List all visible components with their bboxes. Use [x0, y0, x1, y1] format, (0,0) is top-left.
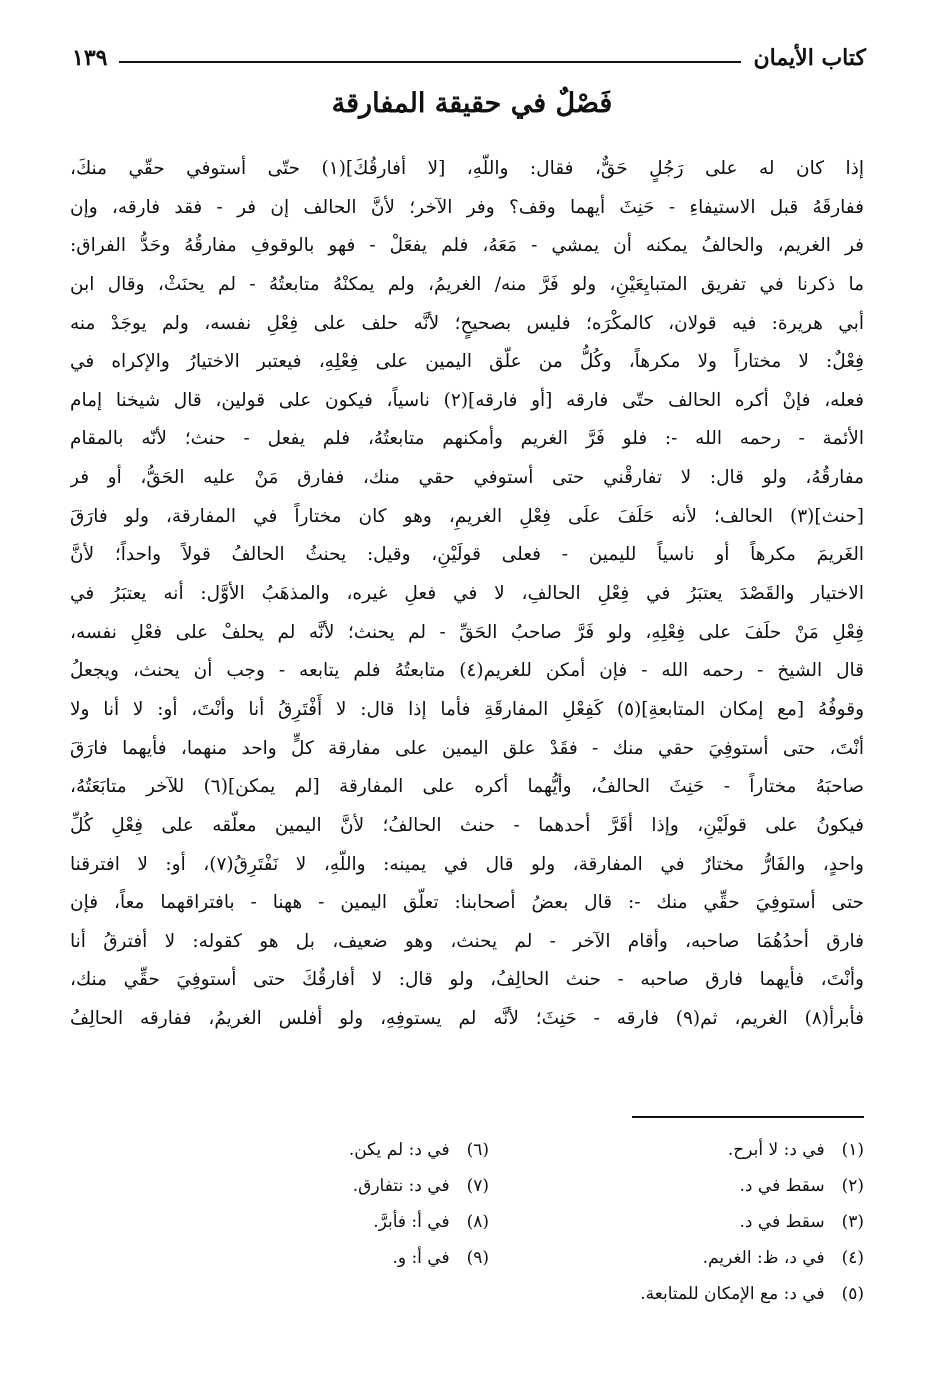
body-line: أنْتَ، حتى أستوفِيَ حقي منك - فقَدْ علق اليمين على مفارقة كلٍّ واحد منهما، فأيهما فارَقَ [70, 737, 864, 759]
body-line: الاختيار والقَصْدَ يعتبَرُ في فِعْلِ الحالفِ، لا في فعلِ غيره، والمذهَبُ الأوَّل: أنه يعتبَرُ في [70, 583, 864, 605]
body-line: [حنث](٣) الحالف؛ لأنه حَلَفَ علَى فِعْلِ الغريمِ، وهو كان مختاراً في المفارقة، ولو فارَقَ [70, 505, 864, 527]
footnote-text: في د: مع الإمكان للمتابعة. [640, 1284, 825, 1304]
body-line: ففارقَهُ قبل الاستيفاءِ - حَنِثَ أيهما وقف؟ وفر الآخر؛ لأنَّ الحالف إن فر - فقد فارقه، وإن [70, 196, 864, 218]
footnote-8 [159, 1204, 489, 1240]
body-line: فأبرأ(٨) الغريم، ثم(٩) فارقه - حَنِثَ؛ لأنَّه لم يستوفِهِ، ولو أفلس الغريمُ، ففارقه الحالِفُ [70, 1008, 864, 1030]
body-line: حتى أستوفِيَ حقِّي منك -: قال بعضُ أصحابنا: تعلّق اليمين - ههنا - بافتراقهما معاً، فإن [70, 892, 864, 914]
footnote-separator [632, 1116, 864, 1118]
footnote-4 [534, 1240, 864, 1276]
body-line: فِعْلِ مَنْ حلَفَ على فِعْلِهِ، ولو فَرَّ صاحبُ الحَقِّ - لم يحنث؛ لأنَّه لم يحلفْ على فعْلِ نفسه، [70, 621, 864, 643]
footnote-text: في أ: فأبرَّ. [373, 1212, 450, 1232]
footnote-7 [159, 1168, 489, 1204]
footnote-number: (٦) [466, 1140, 489, 1160]
book-title: كتاب الأيمان [753, 45, 866, 71]
footnote-2 [534, 1168, 864, 1204]
body-line: وأنْتَ، فأيهما فارق صاحبه - حنث الحالِفُ، ولو قال: لا أفارقُكَ حتى أستوفِيَ حقِّي منك، [70, 969, 864, 991]
running-header [72, 38, 866, 78]
body-line: الأئمة - رحمه الله -: فلو فَرَّ الغريم وأمكنهم متابعتُهُ، فلم يفعل - حنث؛ لأنّه بالمقام [70, 428, 864, 450]
footnote-number: (٨) [466, 1212, 489, 1232]
footnote-text: في د: نتفارق. [352, 1176, 450, 1196]
footnote-text: في د: لم يكن. [348, 1140, 450, 1160]
body-line: واحدٍ، والفَارُّ مختارٌ في المفارقة، ولو قال في يمينه: واللّهِ، لا نَفْتَرِقُ(٧)، أو: لا افترقنا [70, 853, 864, 875]
body-line: فيكونُ على قولَيْنِ، وإذا أقَرَّ أحدهما - حنث الحالفُ؛ لأنَّ اليمين معلّقه على فِعْلِ كُلِّ [70, 814, 864, 836]
header-rule [119, 61, 741, 63]
footnote-number: (٣) [841, 1212, 864, 1232]
footnote-number: (١) [841, 1140, 864, 1160]
footnote-3 [534, 1204, 864, 1240]
footnote-text: في د: لا أبرح. [727, 1140, 825, 1160]
body-line: صاحبَهُ مختاراً - حَنِثَ الحالفُ، وأيُّهما أكره على المفارقة [لم يمكن](٦) للآخر متابَعَتُهُ، [70, 776, 864, 798]
body-line: الغَريمَ مكرهاً أو ناسياً لليمين - فعلى قولَيْنِ، وقيل: يحنثُ الحالفُ قولاً واحداً؛ لأنَّ [70, 544, 864, 566]
footnote-number: (٥) [841, 1284, 864, 1304]
footnote-5 [534, 1276, 864, 1312]
body-line: وقوفُهُ [مع إمكان المتابعةِ](٥) كَفِعْلِ المفارقَةِ فأما إذا قال: لا أَفْتَرِقُ أنا وأنْتَ، أو: لا أنا ولا [70, 698, 864, 720]
body-line: مفارقُهُ، ولو قال: لا تفارقْني حتى أستوفي حقي منك، ففارق مَنْ عليه الحَقُّ، أو فر [70, 467, 864, 489]
footnote-text: سقط في د. [739, 1212, 825, 1232]
page-number: ١٣٩ [72, 45, 108, 71]
footnote-text: في د، ظ: الغريم. [702, 1248, 825, 1268]
footnote-1 [534, 1132, 864, 1168]
footnote-text: سقط في د. [739, 1176, 825, 1196]
body-text [70, 150, 864, 1039]
section-title: فَصْلٌ في حقيقة المفارقة [331, 88, 613, 119]
footnotes-column-left [159, 1132, 489, 1276]
body-line: فِعْلٌ: لا مختاراً ولا مكرهاً، وكُلُّ من علّق اليمين على فِعْلِهِ، فيعتبر الاختيارُ والإكراه في [70, 351, 864, 373]
body-line: فر الغريم، والحالفُ يمكنه أن يمشي - مَعَهُ، فلم يفعَلْ - فهو بالوقوفِ مفارقُهُ وحَدُّ الفراق: [70, 235, 864, 257]
body-line: قال الشيخ - رحمه الله - فإن أمكن للغريم(٤) متابعتُهُ فلم يتابعه - وجب أن يحنث، ويجعلُ [70, 660, 864, 682]
footnote-number: (٢) [841, 1176, 864, 1196]
body-line: ما ذكرنا في تفريق المتبايِعَيْنِ، ولو فَرَّ منه/ الغريمُ، ولم يمكنْهُ متابعتُهُ - لم يحنَثْ، وقال ابن [70, 273, 864, 295]
body-line: أبي هريرة: فيه قولان، كالمكْرَه؛ فليس بصحيحٍ؛ لأنَّه حلف على فِعْلِ نفسه، ولم يوجَدْ منه [70, 312, 864, 334]
body-line: إذا كان له على رَجُلٍ حَقٌّ، فقال: واللّهِ، [لا أفارقُكَ](١) حتّى أستوفي حقّي منكَ، [70, 158, 864, 179]
footnotes-column-right [534, 1132, 864, 1312]
footnote-number: (٤) [841, 1248, 864, 1268]
footnote-number: (٩) [466, 1248, 489, 1268]
body-line: فارق أحدُهُمَا صاحبه، وأقام الآخر - لم يحنث، وهو ضعيف، بل هو كقوله: لا أفترقُ أنا [70, 930, 864, 952]
body-line: فعله، فإنْ أكره الحالف حتّى فارقه [أو فارقه](٢) ناسياً، فيكون على قولين، قال شيخنا إمام [70, 389, 864, 411]
footnote-text: في أ: و. [392, 1248, 450, 1268]
footnote-9 [159, 1240, 489, 1276]
footnote-number: (٧) [466, 1176, 489, 1196]
footnote-6 [159, 1132, 489, 1168]
